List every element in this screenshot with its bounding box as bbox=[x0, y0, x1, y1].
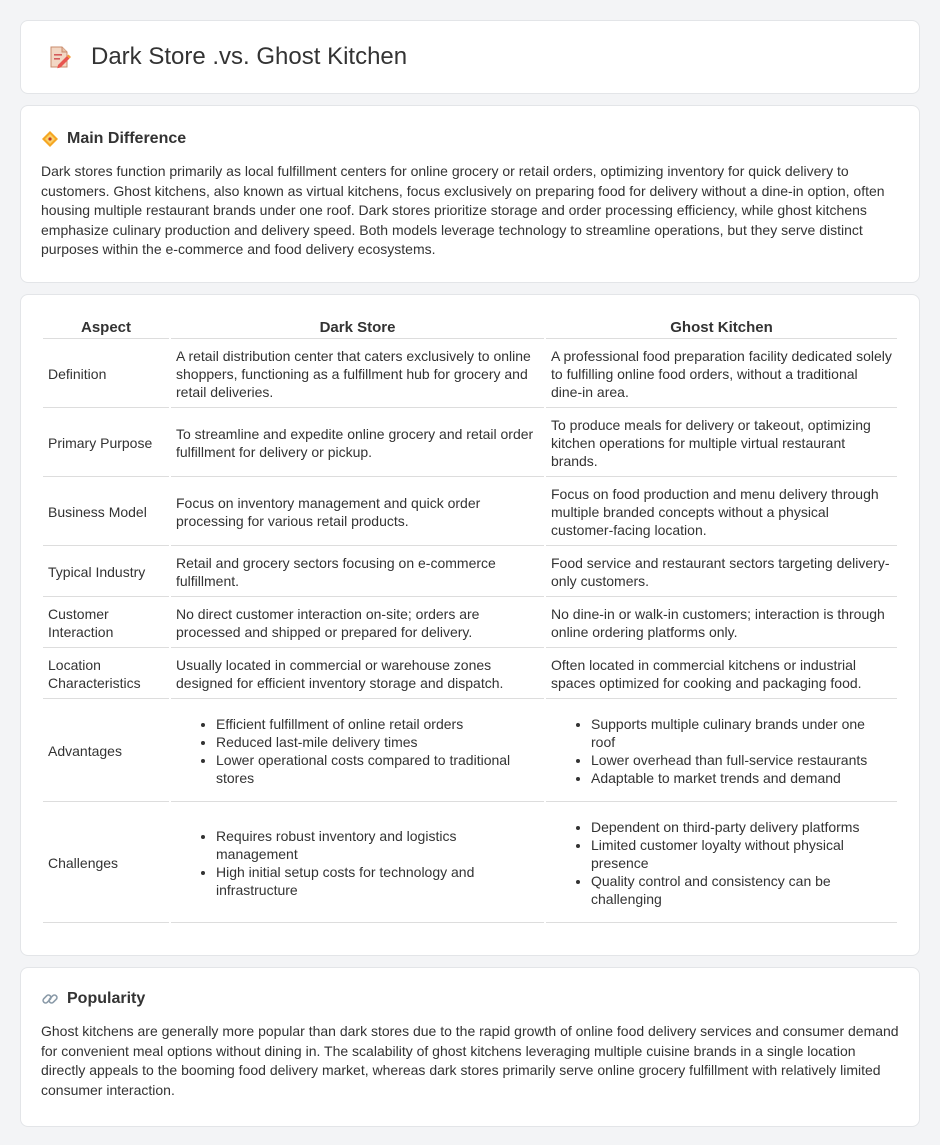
list-item: • Limited customer loyalty without physical presence bbox=[591, 836, 892, 872]
ghost-kitchen-advantages-list bbox=[551, 715, 892, 787]
title-card bbox=[20, 20, 920, 94]
row-aspect: Typical Industry bbox=[43, 548, 169, 597]
list-item: • High initial setup costs for technology and infrastructure bbox=[216, 863, 539, 899]
row-dark-store: Retail and grocery sectors focusing on e-commerce fulfillment. bbox=[171, 548, 544, 597]
document-pencil-icon bbox=[45, 43, 73, 71]
row-dark-store bbox=[171, 804, 544, 923]
popularity-text: Ghost kitchens are generally more popular than dark stores due to the rapid growth of online food delivery services and consumer demand for convenient meal options without dining in. The scalability of ghost kitchens leveraging multiple cuisine brands in a single location directly appeals to the booming food delivery market, whereas dark stores primarily serve online grocery fulfillment with relatively limited consumer interaction. bbox=[41, 1023, 899, 1098]
table-row-advantages bbox=[43, 701, 897, 802]
row-dark-store: Focus on inventory management and quick order processing for various retail products. bbox=[171, 479, 544, 546]
row-ghost-kitchen bbox=[546, 701, 897, 802]
list-item: • Dependent on third-party delivery platforms bbox=[591, 818, 892, 836]
ghost-kitchen-challenges-list bbox=[551, 818, 892, 908]
page-title: Dark Store .vs. Ghost Kitchen bbox=[91, 43, 408, 70]
row-dark-store: Usually located in commercial or warehouse zones designed for efficient inventory storage and dispatch. bbox=[171, 650, 544, 699]
header-ghost-kitchen: Ghost Kitchen bbox=[546, 313, 897, 339]
table-row bbox=[43, 548, 897, 597]
list-item: • Adaptable to market trends and demand bbox=[591, 769, 892, 787]
list-item: • Requires robust inventory and logistics management bbox=[216, 827, 539, 863]
row-aspect: Advantages bbox=[43, 701, 169, 802]
list-item: • Lower overhead than full-service restaurants bbox=[591, 751, 892, 769]
link-icon bbox=[41, 990, 59, 1008]
row-aspect: Challenges bbox=[43, 804, 169, 923]
row-aspect: Business Model bbox=[43, 479, 169, 546]
row-ghost-kitchen: No dine-in or walk-in customers; interaction is through online ordering platforms only. bbox=[546, 599, 897, 648]
row-ghost-kitchen: Food service and restaurant sectors targeting delivery-only customers. bbox=[546, 548, 897, 597]
row-dark-store: A retail distribution center that caters exclusively to online shoppers, functioning as a fulfillment hub for grocery and retail deliveries. bbox=[171, 341, 544, 408]
row-aspect: Customer Interaction bbox=[43, 599, 169, 648]
diamond-warning-icon bbox=[41, 130, 59, 148]
comparison-table-card bbox=[20, 294, 920, 956]
table-row bbox=[43, 341, 897, 408]
table-header-row bbox=[43, 313, 897, 339]
list-item: • Supports multiple culinary brands under one roof bbox=[591, 715, 892, 751]
main-difference-heading: Main Difference bbox=[67, 130, 187, 147]
dark-store-advantages-list bbox=[176, 715, 539, 787]
table-row bbox=[43, 650, 897, 699]
list-item: • Reduced last-mile delivery times bbox=[216, 733, 539, 751]
table-row-challenges bbox=[43, 804, 897, 923]
popularity-card bbox=[20, 967, 920, 1127]
row-aspect: Primary Purpose bbox=[43, 410, 169, 477]
table-row bbox=[43, 479, 897, 546]
header-aspect: Aspect bbox=[43, 313, 169, 339]
list-item: • Lower operational costs compared to traditional stores bbox=[216, 751, 539, 787]
row-aspect: Definition bbox=[43, 341, 169, 408]
row-ghost-kitchen: Focus on food production and menu delivery through multiple branded concepts without a physical customer-facing location. bbox=[546, 479, 897, 546]
dark-store-challenges-list bbox=[176, 827, 539, 899]
popularity-header bbox=[41, 990, 899, 1008]
row-ghost-kitchen: A professional food preparation facility dedicated solely to fulfilling online food orders, without a traditional dine-in area. bbox=[546, 341, 897, 408]
row-aspect: Location Characteristics bbox=[43, 650, 169, 699]
row-dark-store: To streamline and expedite online grocery and retail order fulfillment for delivery or pickup. bbox=[171, 410, 544, 477]
list-item: • Quality control and consistency can be challenging bbox=[591, 872, 892, 908]
row-ghost-kitchen: To produce meals for delivery or takeout, optimizing kitchen operations for multiple virtual restaurant brands. bbox=[546, 410, 897, 477]
main-difference-card bbox=[20, 105, 920, 283]
popularity-heading: Popularity bbox=[67, 990, 146, 1007]
table-row bbox=[43, 410, 897, 477]
row-ghost-kitchen: Often located in commercial kitchens or industrial spaces optimized for cooking and packaging food. bbox=[546, 650, 897, 699]
main-difference-text: Dark stores function primarily as local fulfillment centers for online grocery or retail orders, optimizing inventory for quick delivery to customers. Ghost kitchens, also known as virtual kitchens, focus exclusively on preparing food for delivery without a dine-in option, often housing multiple restaurant brands under one roof. Dark stores prioritize storage and order processing efficiency, while ghost kitchens emphasize culinary production and delivery speed. Both models leverage technology to streamline operations, but they serve distinct purposes within the e-commerce and food delivery ecosystems. bbox=[41, 163, 885, 258]
list-item: • Efficient fulfillment of online retail orders bbox=[216, 715, 539, 733]
comparison-table bbox=[41, 311, 899, 925]
row-ghost-kitchen bbox=[546, 804, 897, 923]
header-dark-store: Dark Store bbox=[171, 313, 544, 339]
row-dark-store bbox=[171, 701, 544, 802]
row-dark-store: No direct customer interaction on-site; orders are processed and shipped or prepared for delivery. bbox=[171, 599, 544, 648]
table-row bbox=[43, 599, 897, 648]
main-difference-header bbox=[41, 130, 899, 148]
